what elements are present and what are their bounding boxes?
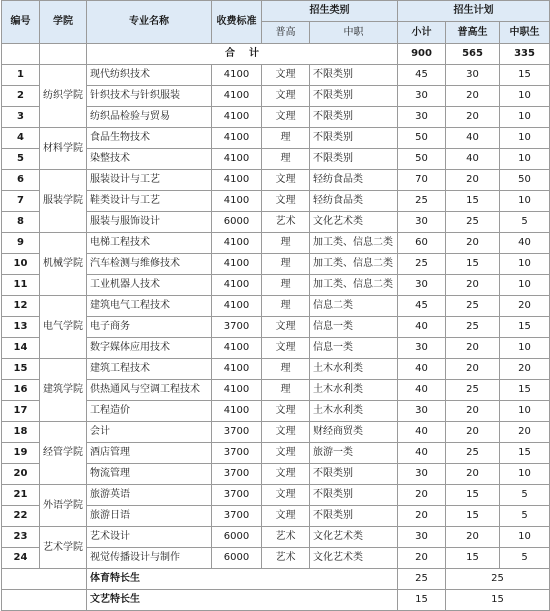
major-name: 建筑电气工程技术 xyxy=(87,296,212,317)
category-gaokao: 理 xyxy=(262,359,310,380)
special-row xyxy=(2,590,550,611)
college-name: 服装学院 xyxy=(40,170,87,233)
row-number: 21 xyxy=(2,485,40,506)
plan-gaokao: 15 xyxy=(446,506,500,527)
special-spacer xyxy=(2,590,87,611)
plan-total: 40 xyxy=(398,359,446,380)
plan-zhongzhi: 5 xyxy=(500,485,550,506)
category-gaokao: 文理 xyxy=(262,86,310,107)
plan-total: 30 xyxy=(398,212,446,233)
plan-gaokao: 20 xyxy=(446,86,500,107)
header-num: 编号 xyxy=(2,1,40,44)
college-name: 经管学院 xyxy=(40,422,87,485)
row-number: 17 xyxy=(2,401,40,422)
major-name: 建筑工程技术 xyxy=(87,359,212,380)
major-name: 视觉传播设计与制作 xyxy=(87,548,212,569)
category-gaokao: 理 xyxy=(262,149,310,170)
fee: 4100 xyxy=(212,107,262,128)
plan-total: 45 xyxy=(398,296,446,317)
row-number: 20 xyxy=(2,464,40,485)
plan-total: 20 xyxy=(398,548,446,569)
row-number: 3 xyxy=(2,107,40,128)
fee: 4100 xyxy=(212,401,262,422)
row-number: 23 xyxy=(2,527,40,548)
row-number: 9 xyxy=(2,233,40,254)
table-body xyxy=(2,44,550,611)
college-name: 纺织学院 xyxy=(40,65,87,128)
category-gaokao: 文理 xyxy=(262,107,310,128)
totals-row xyxy=(2,44,550,65)
plan-zhongzhi: 5 xyxy=(500,548,550,569)
major-name: 工程造价 xyxy=(87,401,212,422)
fee: 4100 xyxy=(212,149,262,170)
category-zhongzhi: 轻纺食品类 xyxy=(310,170,398,191)
plan-total: 40 xyxy=(398,422,446,443)
plan-total: 25 xyxy=(398,254,446,275)
header-college: 学院 xyxy=(40,1,87,44)
totals-total: 900 xyxy=(398,44,446,65)
plan-zhongzhi: 10 xyxy=(500,107,550,128)
plan-zhongzhi: 20 xyxy=(500,422,550,443)
fee: 4100 xyxy=(212,296,262,317)
table-row xyxy=(2,359,550,380)
category-gaokao: 理 xyxy=(262,128,310,149)
category-zhongzhi: 信息一类 xyxy=(310,317,398,338)
plan-total: 45 xyxy=(398,65,446,86)
major-name: 酒店管理 xyxy=(87,443,212,464)
plan-total: 30 xyxy=(398,275,446,296)
plan-total: 20 xyxy=(398,485,446,506)
plan-total: 50 xyxy=(398,128,446,149)
category-zhongzhi: 土木水利类 xyxy=(310,401,398,422)
plan-total: 50 xyxy=(398,149,446,170)
fee: 4100 xyxy=(212,380,262,401)
major-name: 鞋类设计与工艺 xyxy=(87,191,212,212)
category-zhongzhi: 土木水利类 xyxy=(310,359,398,380)
plan-total: 60 xyxy=(398,233,446,254)
table-row xyxy=(2,170,550,191)
row-number: 6 xyxy=(2,170,40,191)
plan-zhongzhi: 10 xyxy=(500,464,550,485)
major-name: 旅游日语 xyxy=(87,506,212,527)
category-zhongzhi: 不限类别 xyxy=(310,86,398,107)
plan-gaokao: 20 xyxy=(446,170,500,191)
plan-total: 30 xyxy=(398,107,446,128)
plan-zhongzhi: 5 xyxy=(500,506,550,527)
plan-gaokao: 20 xyxy=(446,275,500,296)
category-gaokao: 文理 xyxy=(262,464,310,485)
category-gaokao: 理 xyxy=(262,275,310,296)
special-gaokao: 25 xyxy=(446,569,550,590)
major-name: 艺术设计 xyxy=(87,527,212,548)
category-gaokao: 文理 xyxy=(262,170,310,191)
plan-zhongzhi: 10 xyxy=(500,254,550,275)
plan-zhongzhi: 10 xyxy=(500,149,550,170)
header-category: 招生类别 xyxy=(262,1,398,22)
category-zhongzhi: 财经商贸类 xyxy=(310,422,398,443)
special-gaokao: 15 xyxy=(446,590,550,611)
row-number: 1 xyxy=(2,65,40,86)
plan-zhongzhi: 15 xyxy=(500,380,550,401)
plan-total: 30 xyxy=(398,527,446,548)
category-gaokao: 理 xyxy=(262,254,310,275)
header-plan-total: 小计 xyxy=(398,22,446,44)
category-zhongzhi: 不限类别 xyxy=(310,506,398,527)
category-gaokao: 文理 xyxy=(262,443,310,464)
plan-total: 25 xyxy=(398,191,446,212)
category-gaokao: 理 xyxy=(262,233,310,254)
major-name: 纺织品检验与贸易 xyxy=(87,107,212,128)
plan-gaokao: 25 xyxy=(446,443,500,464)
row-number: 7 xyxy=(2,191,40,212)
plan-zhongzhi: 10 xyxy=(500,275,550,296)
plan-zhongzhi: 5 xyxy=(500,212,550,233)
plan-total: 40 xyxy=(398,443,446,464)
plan-total: 30 xyxy=(398,86,446,107)
fee: 3700 xyxy=(212,506,262,527)
table-row xyxy=(2,527,550,548)
plan-total: 70 xyxy=(398,170,446,191)
major-name: 食品生物技术 xyxy=(87,128,212,149)
row-number: 18 xyxy=(2,422,40,443)
major-name: 电梯工程技术 xyxy=(87,233,212,254)
fee: 4100 xyxy=(212,86,262,107)
major-name: 服装与服饰设计 xyxy=(87,212,212,233)
enrollment-plan-table xyxy=(1,0,550,611)
category-zhongzhi: 文化艺术类 xyxy=(310,548,398,569)
row-number: 8 xyxy=(2,212,40,233)
special-spacer xyxy=(2,569,87,590)
category-zhongzhi: 轻纺食品类 xyxy=(310,191,398,212)
major-name: 供热通风与空调工程技术 xyxy=(87,380,212,401)
plan-zhongzhi: 15 xyxy=(500,65,550,86)
major-name: 旅游英语 xyxy=(87,485,212,506)
plan-gaokao: 20 xyxy=(446,338,500,359)
fee: 4100 xyxy=(212,233,262,254)
category-zhongzhi: 加工类、信息二类 xyxy=(310,254,398,275)
special-total: 25 xyxy=(398,569,446,590)
college-name: 电气学院 xyxy=(40,296,87,359)
category-zhongzhi: 不限类别 xyxy=(310,149,398,170)
category-zhongzhi: 不限类别 xyxy=(310,65,398,86)
special-label: 文艺特长生 xyxy=(87,590,398,611)
row-number: 12 xyxy=(2,296,40,317)
plan-gaokao: 20 xyxy=(446,464,500,485)
row-number: 19 xyxy=(2,443,40,464)
table-row xyxy=(2,65,550,86)
fee: 3700 xyxy=(212,485,262,506)
row-number: 4 xyxy=(2,128,40,149)
category-zhongzhi: 信息一类 xyxy=(310,338,398,359)
major-name: 现代纺织技术 xyxy=(87,65,212,86)
table-row xyxy=(2,485,550,506)
table-row xyxy=(2,128,550,149)
row-number: 10 xyxy=(2,254,40,275)
totals-label: 合 计 xyxy=(87,44,398,65)
fee: 3700 xyxy=(212,422,262,443)
fee: 4100 xyxy=(212,254,262,275)
plan-gaokao: 25 xyxy=(446,380,500,401)
category-gaokao: 文理 xyxy=(262,191,310,212)
major-name: 汽车检测与维修技术 xyxy=(87,254,212,275)
major-name: 染整技术 xyxy=(87,149,212,170)
plan-zhongzhi: 10 xyxy=(500,191,550,212)
fee: 4100 xyxy=(212,128,262,149)
college-name: 材料学院 xyxy=(40,128,87,170)
plan-gaokao: 15 xyxy=(446,548,500,569)
fee: 4100 xyxy=(212,170,262,191)
category-zhongzhi: 文化艺术类 xyxy=(310,212,398,233)
fee: 6000 xyxy=(212,527,262,548)
plan-gaokao: 20 xyxy=(446,422,500,443)
table-header xyxy=(2,1,550,44)
header-plan: 招生计划 xyxy=(398,1,550,22)
category-zhongzhi: 不限类别 xyxy=(310,128,398,149)
major-name: 针织技术与针织服装 xyxy=(87,86,212,107)
category-gaokao: 艺术 xyxy=(262,527,310,548)
category-gaokao: 文理 xyxy=(262,422,310,443)
plan-total: 30 xyxy=(398,464,446,485)
category-gaokao: 文理 xyxy=(262,65,310,86)
special-row xyxy=(2,569,550,590)
plan-zhongzhi: 15 xyxy=(500,317,550,338)
fee: 4100 xyxy=(212,65,262,86)
plan-zhongzhi: 10 xyxy=(500,86,550,107)
category-gaokao: 理 xyxy=(262,296,310,317)
category-gaokao: 文理 xyxy=(262,506,310,527)
header-cat-gaokao: 普高 xyxy=(262,22,310,44)
plan-gaokao: 30 xyxy=(446,65,500,86)
category-gaokao: 文理 xyxy=(262,338,310,359)
plan-gaokao: 15 xyxy=(446,254,500,275)
category-zhongzhi: 不限类别 xyxy=(310,107,398,128)
plan-total: 30 xyxy=(398,338,446,359)
category-gaokao: 文理 xyxy=(262,485,310,506)
major-name: 工业机器人技术 xyxy=(87,275,212,296)
totals-spacer xyxy=(40,44,87,65)
plan-total: 20 xyxy=(398,506,446,527)
plan-gaokao: 40 xyxy=(446,128,500,149)
major-name: 数字媒体应用技术 xyxy=(87,338,212,359)
category-zhongzhi: 旅游一类 xyxy=(310,443,398,464)
row-number: 15 xyxy=(2,359,40,380)
plan-gaokao: 40 xyxy=(446,149,500,170)
category-zhongzhi: 不限类别 xyxy=(310,464,398,485)
fee: 3700 xyxy=(212,443,262,464)
fee: 4100 xyxy=(212,191,262,212)
plan-total: 30 xyxy=(398,401,446,422)
totals-zhongzhi: 335 xyxy=(500,44,550,65)
plan-gaokao: 25 xyxy=(446,212,500,233)
major-name: 服装设计与工艺 xyxy=(87,170,212,191)
special-label: 体育特长生 xyxy=(87,569,398,590)
plan-zhongzhi: 10 xyxy=(500,338,550,359)
plan-zhongzhi: 10 xyxy=(500,401,550,422)
major-name: 物流管理 xyxy=(87,464,212,485)
category-zhongzhi: 不限类别 xyxy=(310,485,398,506)
fee: 6000 xyxy=(212,548,262,569)
table-row xyxy=(2,233,550,254)
fee: 4100 xyxy=(212,338,262,359)
plan-gaokao: 25 xyxy=(446,296,500,317)
plan-total: 40 xyxy=(398,317,446,338)
plan-gaokao: 15 xyxy=(446,485,500,506)
category-zhongzhi: 土木水利类 xyxy=(310,380,398,401)
header-plan-gaokao: 普高生 xyxy=(446,22,500,44)
row-number: 22 xyxy=(2,506,40,527)
fee: 4100 xyxy=(212,359,262,380)
college-name: 外语学院 xyxy=(40,485,87,527)
plan-zhongzhi: 10 xyxy=(500,128,550,149)
table-row xyxy=(2,296,550,317)
row-number: 11 xyxy=(2,275,40,296)
plan-zhongzhi: 10 xyxy=(500,527,550,548)
category-zhongzhi: 信息二类 xyxy=(310,296,398,317)
row-number: 16 xyxy=(2,380,40,401)
row-number: 14 xyxy=(2,338,40,359)
category-zhongzhi: 加工类、信息二类 xyxy=(310,275,398,296)
plan-zhongzhi: 40 xyxy=(500,233,550,254)
college-name: 机械学院 xyxy=(40,233,87,296)
plan-total: 40 xyxy=(398,380,446,401)
plan-gaokao: 20 xyxy=(446,527,500,548)
fee: 6000 xyxy=(212,212,262,233)
totals-spacer xyxy=(2,44,40,65)
plan-gaokao: 15 xyxy=(446,191,500,212)
row-number: 13 xyxy=(2,317,40,338)
category-gaokao: 文理 xyxy=(262,317,310,338)
major-name: 电子商务 xyxy=(87,317,212,338)
row-number: 2 xyxy=(2,86,40,107)
plan-gaokao: 20 xyxy=(446,359,500,380)
header-fee: 收费标准 xyxy=(212,1,262,44)
header-major: 专业名称 xyxy=(87,1,212,44)
category-gaokao: 艺术 xyxy=(262,548,310,569)
category-zhongzhi: 加工类、信息二类 xyxy=(310,233,398,254)
plan-gaokao: 25 xyxy=(446,317,500,338)
plan-gaokao: 20 xyxy=(446,233,500,254)
special-total: 15 xyxy=(398,590,446,611)
header-cat-zhongzhi: 中职 xyxy=(310,22,398,44)
table-row xyxy=(2,422,550,443)
totals-gaokao: 565 xyxy=(446,44,500,65)
fee: 4100 xyxy=(212,275,262,296)
fee: 3700 xyxy=(212,317,262,338)
plan-zhongzhi: 15 xyxy=(500,443,550,464)
category-gaokao: 艺术 xyxy=(262,212,310,233)
fee: 3700 xyxy=(212,464,262,485)
plan-zhongzhi: 50 xyxy=(500,170,550,191)
category-zhongzhi: 文化艺术类 xyxy=(310,527,398,548)
college-name: 艺术学院 xyxy=(40,527,87,569)
college-name: 建筑学院 xyxy=(40,359,87,422)
category-gaokao: 文理 xyxy=(262,401,310,422)
plan-zhongzhi: 20 xyxy=(500,359,550,380)
row-number: 5 xyxy=(2,149,40,170)
major-name: 会计 xyxy=(87,422,212,443)
row-number: 24 xyxy=(2,548,40,569)
plan-gaokao: 20 xyxy=(446,401,500,422)
header-plan-zhongzhi: 中职生 xyxy=(500,22,550,44)
plan-zhongzhi: 20 xyxy=(500,296,550,317)
category-gaokao: 理 xyxy=(262,380,310,401)
plan-gaokao: 20 xyxy=(446,107,500,128)
